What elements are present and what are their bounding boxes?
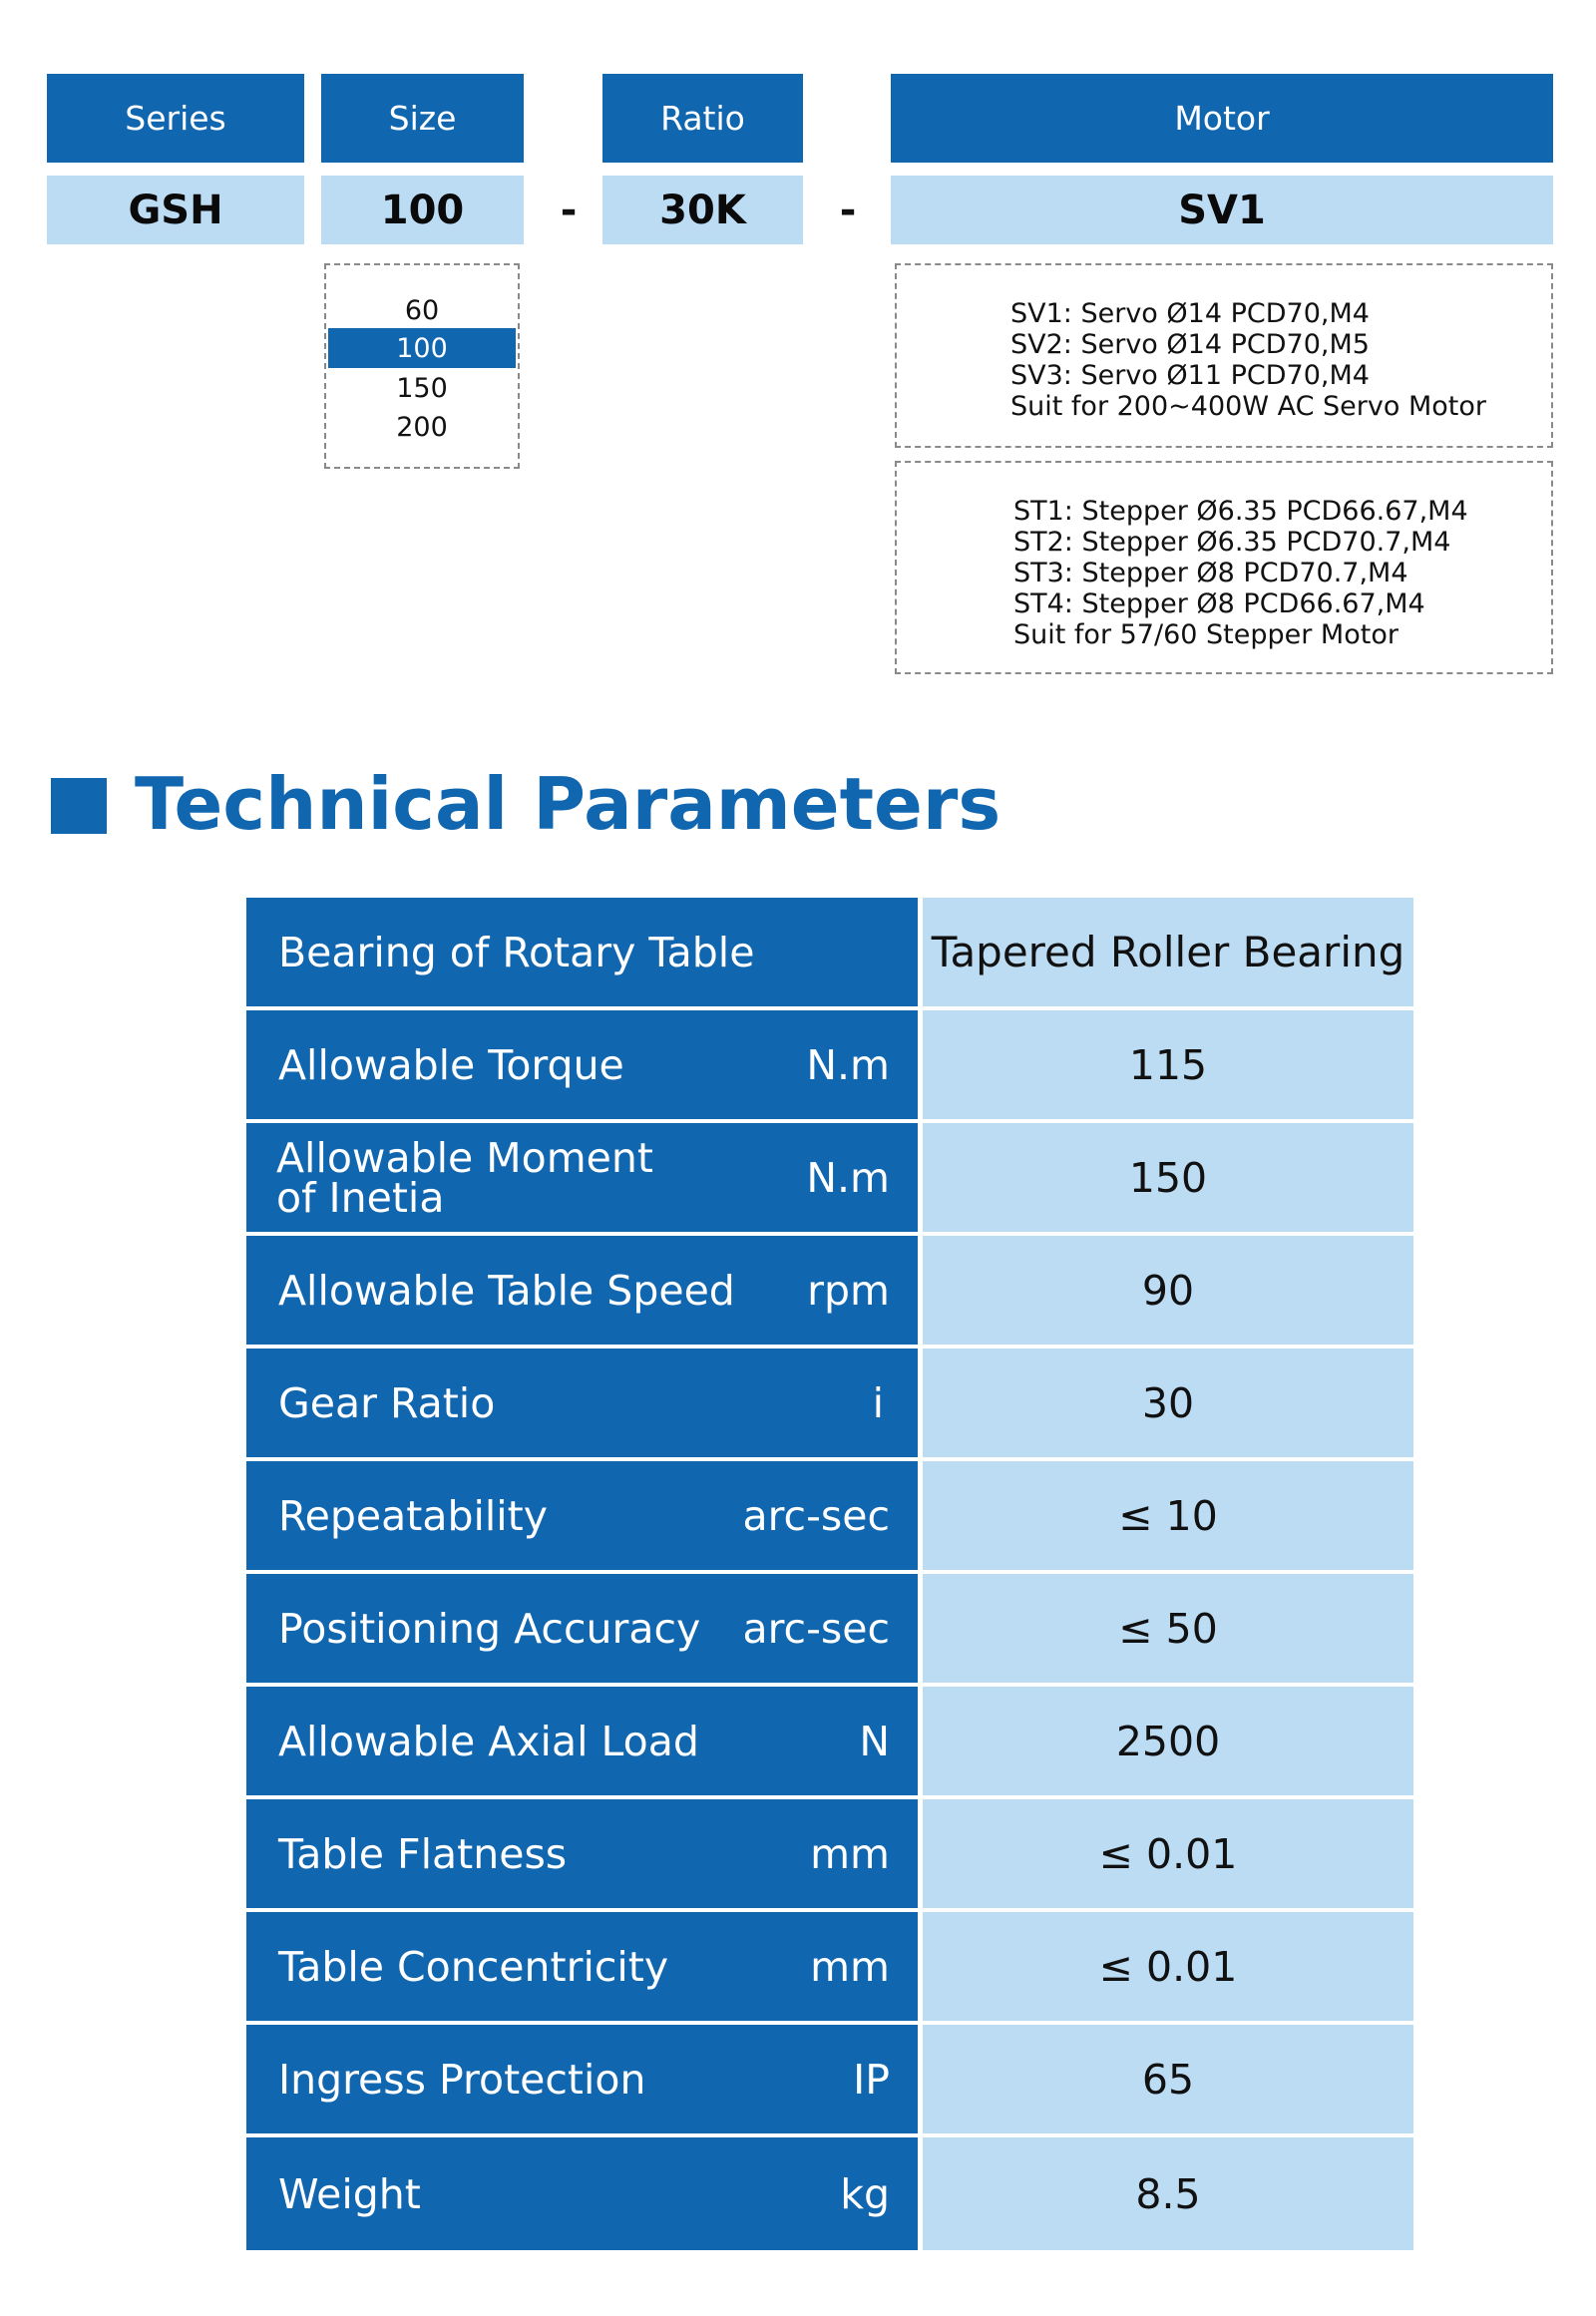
stepper-option: ST2: Stepper Ø6.35 PCD70.7,M4 (1013, 527, 1451, 558)
param-value: 90 (923, 1236, 1413, 1345)
ratio-value: 30K (602, 176, 803, 244)
size-option: 200 (396, 411, 448, 443)
param-unit: arc-sec (742, 1491, 890, 1540)
table-row (246, 1687, 1413, 1799)
section-marker (51, 778, 107, 834)
table-row (246, 898, 1413, 1010)
table-row (246, 1574, 1413, 1687)
motor-value: SV1 (891, 176, 1553, 244)
param-value: ≤ 0.01 (923, 1912, 1413, 2021)
param-name: Allowable Table Speed (278, 1266, 735, 1315)
table-row (246, 1912, 1413, 2025)
param-name: Gear Ratio (278, 1378, 496, 1427)
param-unit: IP (853, 2055, 890, 2104)
param-unit: N.m (806, 1153, 890, 1202)
param-value: 30 (923, 1349, 1413, 1457)
section-title: Technical Parameters (135, 762, 1001, 846)
motor-header: Motor (891, 74, 1553, 163)
size-options-box (324, 263, 520, 469)
table-row (246, 1461, 1413, 1574)
param-value: 8.5 (923, 2137, 1413, 2250)
stepper-option: ST1: Stepper Ø6.35 PCD66.67,M4 (1013, 496, 1468, 527)
servo-options-box (895, 263, 1553, 448)
param-unit: arc-sec (742, 1604, 890, 1653)
separator-dash: - (839, 187, 857, 233)
servo-option: SV3: Servo Ø11 PCD70,M4 (1010, 360, 1370, 391)
parameters-table (246, 898, 1413, 2250)
stepper-option: ST4: Stepper Ø8 PCD66.67,M4 (1013, 588, 1425, 619)
table-row (246, 1123, 1413, 1236)
size-value: 100 (321, 176, 524, 244)
param-name: Bearing of Rotary Table (278, 928, 755, 976)
separator-dash: - (560, 187, 578, 233)
servo-option: SV1: Servo Ø14 PCD70,M4 (1010, 298, 1370, 329)
stepper-option: ST3: Stepper Ø8 PCD70.7,M4 (1013, 558, 1408, 588)
param-unit: mm (810, 1829, 890, 1878)
param-name: Allowable Moment of Inetia (276, 1133, 653, 1222)
table-row (246, 1010, 1413, 1123)
size-header: Size (321, 74, 524, 163)
param-name: Table Flatness (278, 1829, 568, 1878)
param-name: Allowable Axial Load (278, 1717, 699, 1765)
param-name: Ingress Protection (278, 2055, 646, 2104)
stepper-options-box (895, 461, 1553, 674)
param-value: 115 (923, 1010, 1413, 1119)
servo-option: SV2: Servo Ø14 PCD70,M5 (1010, 329, 1370, 360)
size-option-selected: 100 (328, 328, 516, 368)
stepper-note: Suit for 57/60 Stepper Motor (1013, 619, 1398, 650)
param-name: Repeatability (278, 1491, 548, 1540)
param-unit: N (859, 1717, 890, 1765)
param-name: Table Concentricity (278, 1942, 669, 1991)
size-option: 60 (404, 294, 440, 326)
table-row (246, 1349, 1413, 1461)
param-value: 150 (923, 1123, 1413, 1232)
series-header: Series (47, 74, 304, 163)
param-name: Weight (278, 2169, 421, 2218)
param-value: ≤ 10 (923, 1461, 1413, 1570)
param-unit: i (872, 1378, 884, 1427)
param-value: 65 (923, 2025, 1413, 2133)
series-value: GSH (47, 176, 304, 244)
param-value: Tapered Roller Bearing (923, 898, 1413, 1006)
param-value: ≤ 0.01 (923, 1799, 1413, 1908)
param-unit: kg (840, 2169, 890, 2218)
param-unit: rpm (807, 1266, 890, 1315)
table-row (246, 1236, 1413, 1349)
param-unit: mm (810, 1942, 890, 1991)
table-row (246, 2025, 1413, 2137)
param-unit: N.m (806, 1040, 890, 1089)
param-value: ≤ 50 (923, 1574, 1413, 1683)
table-row (246, 2137, 1413, 2250)
size-option: 150 (396, 372, 448, 404)
ratio-header: Ratio (602, 74, 803, 163)
table-row (246, 1799, 1413, 1912)
param-value: 2500 (923, 1687, 1413, 1795)
param-name: Positioning Accuracy (278, 1604, 701, 1653)
param-name: Allowable Torque (278, 1040, 624, 1089)
servo-note: Suit for 200~400W AC Servo Motor (1010, 391, 1486, 422)
